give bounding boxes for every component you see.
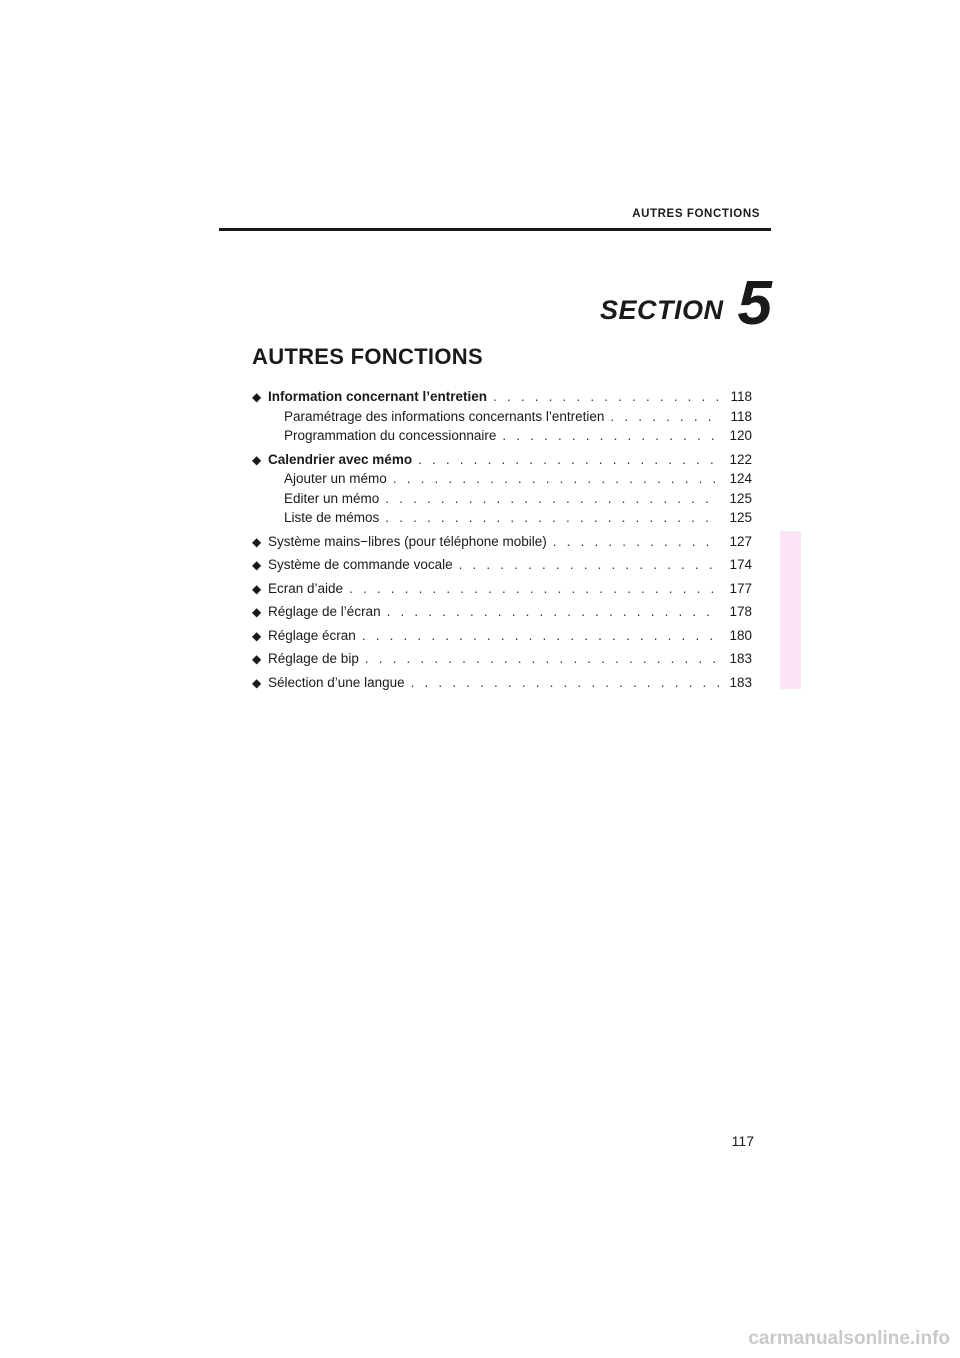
toc-entry-page: 118 — [730, 408, 752, 424]
toc-entry-label: Paramétrage des informations concernants l’entretien — [284, 408, 605, 424]
toc-dot-leader — [459, 557, 720, 572]
toc-entry-label: Ajouter un mémo — [284, 471, 387, 486]
header-rule — [219, 228, 771, 231]
toc-entry[interactable] — [252, 510, 752, 530]
toc-dot-leader — [610, 409, 720, 424]
diamond-bullet-icon: ◆ — [252, 581, 262, 596]
toc-entry[interactable] — [252, 452, 752, 472]
toc-entry-page: 120 — [729, 428, 752, 443]
toc-dot-leader — [418, 452, 720, 467]
toc-entry[interactable] — [252, 491, 752, 511]
section-side-tab — [780, 531, 801, 689]
toc-entry-label: Ecran d’aide — [268, 580, 344, 596]
toc-entry[interactable] — [252, 628, 752, 648]
diamond-bullet-icon: ◆ — [252, 652, 262, 666]
watermark: carmanualsonline.info — [748, 1328, 950, 1349]
toc-entry[interactable] — [252, 428, 752, 448]
toc-dot-leader — [502, 428, 720, 443]
toc-entry-page: 180 — [729, 627, 752, 643]
toc-dot-leader — [411, 675, 720, 690]
toc-entry-label: Information concernant l’entretien — [268, 389, 488, 404]
toc-entry[interactable] — [252, 557, 752, 577]
toc-entry-page: 127 — [729, 533, 752, 549]
toc-dot-leader — [365, 651, 720, 666]
toc-dot-leader — [362, 628, 720, 643]
toc-entry-page: 122 — [729, 451, 752, 467]
toc-entry-label: Editer un mémo — [284, 490, 380, 506]
toc-dot-leader — [553, 534, 720, 549]
diamond-bullet-icon: ◆ — [252, 558, 262, 572]
toc-dot-leader — [387, 604, 720, 619]
toc-entry-page: 125 — [729, 490, 752, 506]
toc-entry[interactable] — [252, 471, 752, 491]
toc-entry-label: Liste de mémos — [284, 510, 380, 525]
diamond-bullet-icon: ◆ — [252, 675, 262, 690]
diamond-bullet-icon: ◆ — [252, 534, 262, 549]
running-header: AUTRES FONCTIONS — [632, 208, 760, 220]
toc-dot-leader — [493, 389, 720, 404]
toc-entry-label: Sélection d’une langue — [268, 674, 405, 690]
table-of-contents — [252, 389, 752, 694]
toc-entry[interactable] — [252, 675, 752, 695]
toc-entry-label: Calendrier avec mémo — [268, 451, 413, 467]
toc-entry-label: Système mains−libres (pour téléphone mobile) — [268, 533, 547, 549]
diamond-bullet-icon: ◆ — [252, 390, 262, 404]
toc-entry-page: 177 — [729, 580, 752, 596]
toc-dot-leader — [385, 510, 720, 525]
diamond-bullet-icon: ◆ — [252, 452, 262, 467]
toc-entry-label: Réglage de l’écran — [268, 604, 381, 619]
toc-entry[interactable] — [252, 534, 752, 554]
section-number: 5 — [737, 269, 772, 338]
toc-entry[interactable] — [252, 581, 752, 601]
diamond-bullet-icon: ◆ — [252, 605, 262, 619]
chapter-title: AUTRES FONCTIONS — [252, 344, 483, 369]
toc-entry[interactable] — [252, 409, 752, 429]
page-number: 117 — [731, 1133, 754, 1149]
toc-entry-page: 174 — [729, 557, 752, 572]
toc-entry-label: Réglage écran — [268, 627, 356, 643]
toc-entry-page: 183 — [729, 651, 752, 666]
toc-dot-leader — [393, 471, 720, 486]
toc-entry-label: Système de commande vocale — [268, 557, 453, 572]
toc-entry-page: 125 — [729, 510, 752, 525]
toc-entry-page: 124 — [729, 471, 752, 486]
section-heading — [600, 269, 772, 338]
toc-entry-page: 183 — [729, 674, 752, 690]
diamond-bullet-icon: ◆ — [252, 628, 262, 643]
toc-entry[interactable] — [252, 651, 752, 671]
section-word: SECTION — [600, 295, 724, 325]
toc-dot-leader — [385, 491, 720, 506]
toc-entry-page: 118 — [730, 389, 752, 404]
toc-entry[interactable] — [252, 604, 752, 624]
toc-entry[interactable] — [252, 389, 752, 409]
toc-entry-label: Programmation du concessionnaire — [284, 428, 497, 443]
toc-dot-leader — [349, 581, 720, 596]
toc-entry-label: Réglage de bip — [268, 651, 359, 666]
toc-entry-page: 178 — [729, 604, 752, 619]
